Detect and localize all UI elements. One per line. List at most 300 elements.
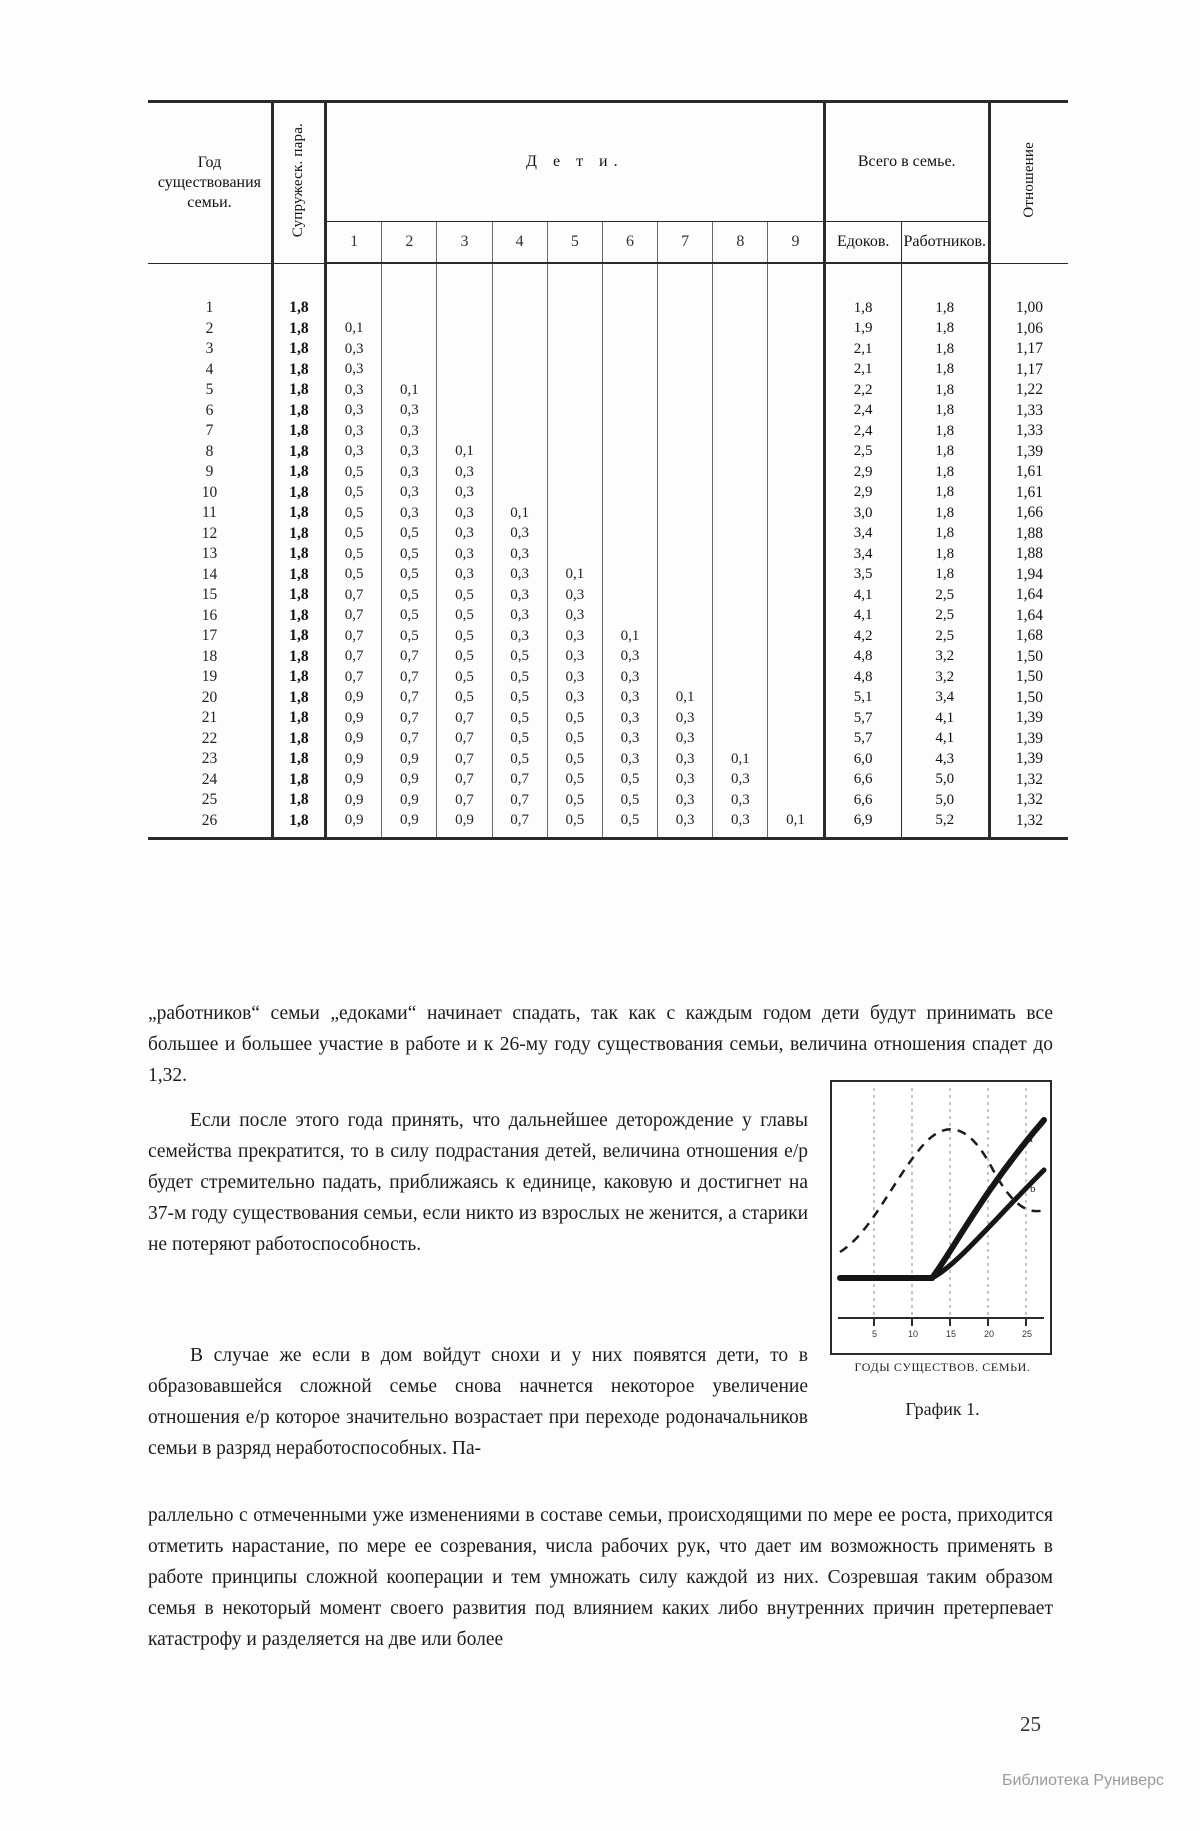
figure-caption: График 1. <box>905 1399 980 1419</box>
table-row <box>148 606 1068 627</box>
cell-eaters: 1,9 <box>824 319 901 340</box>
cell-workers: 4,1 <box>901 729 989 750</box>
table-row <box>148 729 1068 750</box>
cell-year: 21 <box>201 709 218 727</box>
cell-ratio: 1,88 <box>989 524 1068 545</box>
cell-child-7 <box>658 606 713 627</box>
cell-child-3: 0,3 <box>437 544 492 565</box>
cell-child-2: 0,3 <box>382 401 437 422</box>
cell-year: 8 <box>205 442 214 460</box>
cell-child-4 <box>492 442 547 463</box>
cell-child-2: 0,5 <box>382 544 437 565</box>
header-child-8: 8 <box>713 222 768 264</box>
graph-tick-5: 5 <box>872 1329 878 1339</box>
cell-child-1: 0,7 <box>344 607 364 624</box>
cell-child-3: 0,5 <box>437 585 492 606</box>
cell-child-3: 0,3 <box>437 524 492 545</box>
cell-year: 4 <box>205 360 214 378</box>
cell-child-2: 0,9 <box>382 749 437 770</box>
cell-eaters: 2,4 <box>824 401 901 422</box>
cell-child-9: 0,1 <box>768 811 824 838</box>
cell-workers: 1,8 <box>901 442 989 463</box>
cell-child-1: 0,3 <box>344 340 364 357</box>
cell-child-1: 0,3 <box>344 443 364 460</box>
graph-svg <box>832 1082 1050 1353</box>
cell-child-4 <box>492 483 547 504</box>
cell-child-1: 0,9 <box>344 730 364 747</box>
cell-ratio: 1,66 <box>989 503 1068 524</box>
cell-child-8 <box>713 401 768 422</box>
cell-couple: 1,8 <box>272 462 325 483</box>
table-row <box>148 421 1068 442</box>
cell-child-4 <box>492 421 547 442</box>
cell-child-9 <box>768 319 824 340</box>
cell-child-3 <box>437 421 492 442</box>
cell-child-5: 0,3 <box>547 585 602 606</box>
cell-child-8 <box>713 606 768 627</box>
table-row <box>148 483 1068 504</box>
cell-child-7 <box>658 263 713 319</box>
cell-ratio: 1,17 <box>989 339 1068 360</box>
cell-child-4: 0,5 <box>492 749 547 770</box>
cell-year: 26 <box>201 811 218 829</box>
graph-curve-dashed <box>840 1129 1044 1252</box>
library-watermark: Библиотека Руниверс <box>1001 1772 1164 1789</box>
cell-eaters: 2,9 <box>824 483 901 504</box>
cell-child-2: 0,3 <box>382 503 437 524</box>
cell-eaters: 6,6 <box>824 770 901 791</box>
cell-child-6: 0,3 <box>602 708 657 729</box>
cell-child-6 <box>602 319 657 340</box>
cell-couple: 1,8 <box>272 442 325 463</box>
cell-child-6: 0,5 <box>602 790 657 811</box>
cell-couple: 1,8 <box>272 483 325 504</box>
cell-child-1: 0,5 <box>344 463 364 480</box>
cell-child-5 <box>547 503 602 524</box>
cell-child-5 <box>547 360 602 381</box>
cell-child-1: 0,5 <box>344 504 364 521</box>
cell-ratio: 1,61 <box>989 483 1068 504</box>
cell-child-8 <box>713 626 768 647</box>
cell-child-9 <box>768 790 824 811</box>
cell-child-9 <box>768 380 824 401</box>
cell-couple: 1,8 <box>272 770 325 791</box>
cell-child-3: 0,3 <box>437 483 492 504</box>
cell-child-7: 0,3 <box>658 770 713 791</box>
cell-couple: 1,8 <box>272 585 325 606</box>
cell-child-7: 0,1 <box>658 688 713 709</box>
cell-couple: 1,8 <box>272 360 325 381</box>
cell-year: 9 <box>205 463 214 481</box>
cell-eaters: 6,0 <box>824 749 901 770</box>
cell-child-1: 0,3 <box>344 422 364 439</box>
cell-child-2: 0,9 <box>382 811 437 838</box>
cell-child-8 <box>713 421 768 442</box>
cell-eaters: 5,1 <box>824 688 901 709</box>
cell-child-4: 0,7 <box>492 770 547 791</box>
cell-eaters: 6,9 <box>824 811 901 838</box>
paragraph-3: В случае же если в дом войдут снохи и у них появятся дети, то в образовавшейся сложной семье снова начнется некоторое увеличение отношения e/p которое значительно возрастает при переходе родоначальников семьи в разряд неработоспособных. Па- <box>148 1344 808 1459</box>
cell-child-5 <box>547 319 602 340</box>
cell-workers: 1,8 <box>901 263 989 319</box>
cell-child-8 <box>713 380 768 401</box>
cell-ratio: 1,39 <box>989 729 1068 750</box>
table-bottom-rule <box>148 837 1068 840</box>
cell-couple: 1,8 <box>272 401 325 422</box>
cell-eaters: 4,1 <box>824 585 901 606</box>
cell-child-6 <box>602 524 657 545</box>
table-row <box>148 380 1068 401</box>
cell-child-2: 0,3 <box>382 462 437 483</box>
cell-child-7 <box>658 483 713 504</box>
cell-ratio: 1,39 <box>989 442 1068 463</box>
cell-child-8 <box>713 503 768 524</box>
header-year: Год существования семьи. <box>148 102 272 264</box>
cell-couple: 1,8 <box>272 811 325 838</box>
cell-eaters: 2,5 <box>824 442 901 463</box>
cell-child-9 <box>768 421 824 442</box>
cell-child-6 <box>602 503 657 524</box>
cell-child-1: 0,7 <box>344 586 364 603</box>
cell-child-7 <box>658 565 713 586</box>
cell-child-6: 0,5 <box>602 811 657 838</box>
graph-tick-20: 20 <box>984 1329 995 1339</box>
cell-child-9 <box>768 770 824 791</box>
cell-year: 11 <box>201 504 217 522</box>
cell-child-3: 0,5 <box>437 626 492 647</box>
cell-child-7 <box>658 585 713 606</box>
cell-ratio: 1,06 <box>989 319 1068 340</box>
cell-child-8: 0,3 <box>713 811 768 838</box>
cell-child-9 <box>768 263 824 319</box>
cell-child-5: 0,3 <box>547 606 602 627</box>
cell-year: 15 <box>201 586 218 604</box>
cell-child-5: 0,3 <box>547 688 602 709</box>
cell-child-8 <box>713 319 768 340</box>
cell-child-3: 0,7 <box>437 749 492 770</box>
header-eaters: Едоков. <box>824 222 901 264</box>
header-ratio-label: Отношение <box>1020 141 1037 218</box>
header-couple <box>272 102 325 264</box>
cell-child-7 <box>658 339 713 360</box>
cell-child-2: 0,7 <box>382 647 437 668</box>
cell-child-1: 0,5 <box>344 566 364 583</box>
cell-child-3: 0,5 <box>437 688 492 709</box>
cell-child-7 <box>658 421 713 442</box>
cell-child-2: 0,1 <box>382 380 437 401</box>
cell-year: 12 <box>201 524 218 542</box>
cell-year: 19 <box>201 668 218 686</box>
cell-workers: 1,8 <box>901 360 989 381</box>
cell-child-5 <box>547 380 602 401</box>
cell-child-6 <box>602 339 657 360</box>
cell-child-4: 0,5 <box>492 688 547 709</box>
figure-plot-area <box>830 1080 1052 1355</box>
table-row <box>148 688 1068 709</box>
cell-child-1: 0,7 <box>344 668 364 685</box>
cell-child-6: 0,1 <box>602 626 657 647</box>
cell-child-5: 0,3 <box>547 647 602 668</box>
cell-couple: 1,8 <box>272 667 325 688</box>
table-row <box>148 585 1068 606</box>
header-child-9: 9 <box>768 222 824 264</box>
graph-gridlines <box>874 1088 1026 1318</box>
cell-child-5: 0,5 <box>547 729 602 750</box>
cell-child-4: 0,3 <box>492 606 547 627</box>
cell-child-3 <box>437 319 492 340</box>
header-child-5: 5 <box>547 222 602 264</box>
cell-eaters: 2,1 <box>824 339 901 360</box>
cell-child-3 <box>437 360 492 381</box>
cell-child-6 <box>602 421 657 442</box>
header-children: Д е т и. <box>326 102 825 222</box>
cell-child-6 <box>602 360 657 381</box>
table-row <box>148 524 1068 545</box>
cell-child-2: 0,7 <box>382 688 437 709</box>
cell-workers: 1,8 <box>901 380 989 401</box>
cell-workers: 2,5 <box>901 626 989 647</box>
cell-year: 16 <box>201 606 218 624</box>
cell-ratio: 1,68 <box>989 626 1068 647</box>
cell-eaters: 3,5 <box>824 565 901 586</box>
cell-child-1: 0,9 <box>344 709 364 726</box>
cell-child-8 <box>713 647 768 668</box>
cell-year: 20 <box>201 688 218 706</box>
cell-child-1: 0,5 <box>344 525 364 542</box>
cell-ratio: 1,50 <box>989 688 1068 709</box>
cell-child-9 <box>768 483 824 504</box>
cell-year: 13 <box>201 545 218 563</box>
cell-child-7 <box>658 647 713 668</box>
cell-child-5 <box>547 421 602 442</box>
cell-child-7 <box>658 401 713 422</box>
cell-ratio: 1,61 <box>989 462 1068 483</box>
cell-child-5: 0,3 <box>547 667 602 688</box>
cell-child-9 <box>768 524 824 545</box>
cell-child-2: 0,9 <box>382 790 437 811</box>
cell-year: 18 <box>201 647 218 665</box>
cell-eaters: 3,4 <box>824 544 901 565</box>
table-row <box>148 708 1068 729</box>
cell-child-7: 0,3 <box>658 811 713 838</box>
cell-workers: 4,3 <box>901 749 989 770</box>
cell-child-5 <box>547 544 602 565</box>
cell-child-9 <box>768 565 824 586</box>
table-head <box>148 102 1068 264</box>
cell-child-3: 0,7 <box>437 708 492 729</box>
cell-child-4: 0,5 <box>492 708 547 729</box>
cell-child-5 <box>547 263 602 319</box>
cell-child-8 <box>713 360 768 381</box>
table-row <box>148 360 1068 381</box>
cell-year: 23 <box>201 750 218 768</box>
cell-child-3: 0,5 <box>437 647 492 668</box>
graph-tick-25: 25 <box>1022 1329 1033 1339</box>
graph-label-a: a <box>1028 1133 1033 1145</box>
cell-workers: 3,2 <box>901 667 989 688</box>
cell-child-4 <box>492 339 547 360</box>
cell-eaters: 5,7 <box>824 729 901 750</box>
cell-child-2: 0,7 <box>382 729 437 750</box>
cell-child-6: 0,5 <box>602 770 657 791</box>
cell-child-9 <box>768 360 824 381</box>
cell-couple: 1,8 <box>272 647 325 668</box>
cell-child-7: 0,3 <box>658 708 713 729</box>
cell-child-8 <box>713 442 768 463</box>
cell-child-5 <box>547 524 602 545</box>
cell-child-6 <box>602 483 657 504</box>
cell-child-6 <box>602 462 657 483</box>
cell-child-3: 0,3 <box>437 462 492 483</box>
cell-child-3: 0,5 <box>437 667 492 688</box>
cell-child-3: 0,7 <box>437 770 492 791</box>
cell-child-4: 0,7 <box>492 790 547 811</box>
cell-child-2 <box>382 339 437 360</box>
graph-x-ticks <box>874 1318 1026 1326</box>
cell-child-5: 0,5 <box>547 770 602 791</box>
cell-child-3: 0,7 <box>437 729 492 750</box>
cell-workers: 1,8 <box>901 503 989 524</box>
cell-year: 3 <box>205 340 214 358</box>
header-child-2: 2 <box>382 222 437 264</box>
cell-child-4: 0,3 <box>492 544 547 565</box>
table-row <box>148 647 1068 668</box>
cell-couple: 1,8 <box>272 339 325 360</box>
cell-couple: 1,8 <box>272 421 325 442</box>
cell-child-2: 0,5 <box>382 524 437 545</box>
cell-child-6 <box>602 380 657 401</box>
cell-eaters: 4,1 <box>824 606 901 627</box>
cell-child-9 <box>768 729 824 750</box>
cell-child-3 <box>437 339 492 360</box>
cell-child-2: 0,7 <box>382 708 437 729</box>
cell-child-8: 0,3 <box>713 790 768 811</box>
cell-child-3: 0,1 <box>437 442 492 463</box>
graph-label-b: b <box>1030 1183 1036 1195</box>
cell-child-6 <box>602 544 657 565</box>
cell-child-3: 0,9 <box>437 811 492 838</box>
cell-child-4: 0,3 <box>492 565 547 586</box>
cell-child-8 <box>713 565 768 586</box>
cell-child-4 <box>492 401 547 422</box>
cell-eaters: 6,6 <box>824 790 901 811</box>
cell-ratio: 1,50 <box>989 667 1068 688</box>
cell-workers: 1,8 <box>901 319 989 340</box>
cell-child-3: 0,3 <box>437 503 492 524</box>
cell-child-2 <box>382 319 437 340</box>
header-child-6: 6 <box>602 222 657 264</box>
table-body <box>148 263 1068 837</box>
cell-workers: 5,0 <box>901 770 989 791</box>
cell-child-2: 0,7 <box>382 667 437 688</box>
cell-child-7 <box>658 667 713 688</box>
header-child-3: 3 <box>437 222 492 264</box>
cell-workers: 3,2 <box>901 647 989 668</box>
cell-workers: 1,8 <box>901 421 989 442</box>
cell-eaters: 3,4 <box>824 524 901 545</box>
paragraph-2: Если после этого года принять, что дальнейшее деторождение у главы семейства прекратится, то в силу подрастания детей, величина отношения e/p будет стремительно падать, приближаясь к единице, каковую и достигнет на 37-м году существования семьи, если никто из взрослых не женится, а старики не потеряют работоспособность. <box>148 1109 808 1255</box>
cell-child-7 <box>658 524 713 545</box>
cell-child-9 <box>768 626 824 647</box>
table-head-row-top <box>148 102 1068 222</box>
cell-child-8 <box>713 585 768 606</box>
cell-child-7 <box>658 544 713 565</box>
cell-year: 5 <box>205 381 214 399</box>
cell-workers: 4,1 <box>901 708 989 729</box>
paragraph-1: „работников“ семьи „едоками“ начинает спадать, так как с каждым годом дети будут принимать все большее и большее участие в работе и к 26-му году существования семьи, величина отношения спадет до 1,32. <box>148 1002 1053 1086</box>
cell-child-5: 0,5 <box>547 790 602 811</box>
cell-couple: 1,8 <box>272 524 325 545</box>
cell-child-1: 0,5 <box>344 545 364 562</box>
header-total-in-family: Всего в семье. <box>824 102 989 222</box>
cell-eaters: 4,2 <box>824 626 901 647</box>
cell-child-1: 0,1 <box>344 320 364 337</box>
cell-child-8: 0,3 <box>713 770 768 791</box>
cell-child-4: 0,5 <box>492 729 547 750</box>
cell-child-9 <box>768 585 824 606</box>
cell-workers: 2,5 <box>901 606 989 627</box>
cell-couple: 1,8 <box>272 503 325 524</box>
cell-workers: 1,8 <box>901 524 989 545</box>
cell-workers: 1,8 <box>901 401 989 422</box>
graph-tick-10: 10 <box>908 1329 919 1339</box>
cell-child-4 <box>492 360 547 381</box>
table-row <box>148 401 1068 422</box>
cell-child-3 <box>437 263 492 319</box>
cell-child-1: 0,3 <box>344 361 364 378</box>
cell-eaters: 4,8 <box>824 647 901 668</box>
cell-child-1: 0,9 <box>344 812 364 829</box>
header-child-4: 4 <box>492 222 547 264</box>
cell-couple: 1,8 <box>272 263 325 319</box>
cell-child-6: 0,3 <box>602 749 657 770</box>
cell-year: 25 <box>201 791 218 809</box>
cell-child-6: 0,3 <box>602 688 657 709</box>
cell-workers: 5,2 <box>901 811 989 838</box>
header-couple-label: Супружеск. пара. <box>290 122 307 237</box>
cell-year: 2 <box>205 319 214 337</box>
page-number: 25 <box>1020 1712 1041 1736</box>
cell-child-6: 0,3 <box>602 667 657 688</box>
cell-workers: 5,0 <box>901 790 989 811</box>
cell-child-7 <box>658 462 713 483</box>
cell-child-5: 0,5 <box>547 749 602 770</box>
table-row <box>148 339 1068 360</box>
header-child-1: 1 <box>326 222 382 264</box>
cell-child-5 <box>547 462 602 483</box>
cell-eaters: 4,8 <box>824 667 901 688</box>
cell-year: 7 <box>205 422 214 440</box>
cell-ratio: 1,50 <box>989 647 1068 668</box>
cell-couple: 1,8 <box>272 688 325 709</box>
table-row <box>148 442 1068 463</box>
cell-child-2: 0,5 <box>382 606 437 627</box>
cell-child-1: 0,7 <box>344 648 364 665</box>
cell-child-8 <box>713 708 768 729</box>
table-row <box>148 790 1068 811</box>
cell-child-2: 0,5 <box>382 626 437 647</box>
cell-child-3 <box>437 380 492 401</box>
cell-couple: 1,8 <box>272 544 325 565</box>
cell-child-4: 0,3 <box>492 524 547 545</box>
cell-ratio: 1,00 <box>989 263 1068 319</box>
cell-child-7 <box>658 380 713 401</box>
cell-couple: 1,8 <box>272 319 325 340</box>
cell-child-3 <box>437 401 492 422</box>
cell-child-5: 0,1 <box>547 565 602 586</box>
cell-child-7 <box>658 360 713 381</box>
cell-child-8 <box>713 339 768 360</box>
